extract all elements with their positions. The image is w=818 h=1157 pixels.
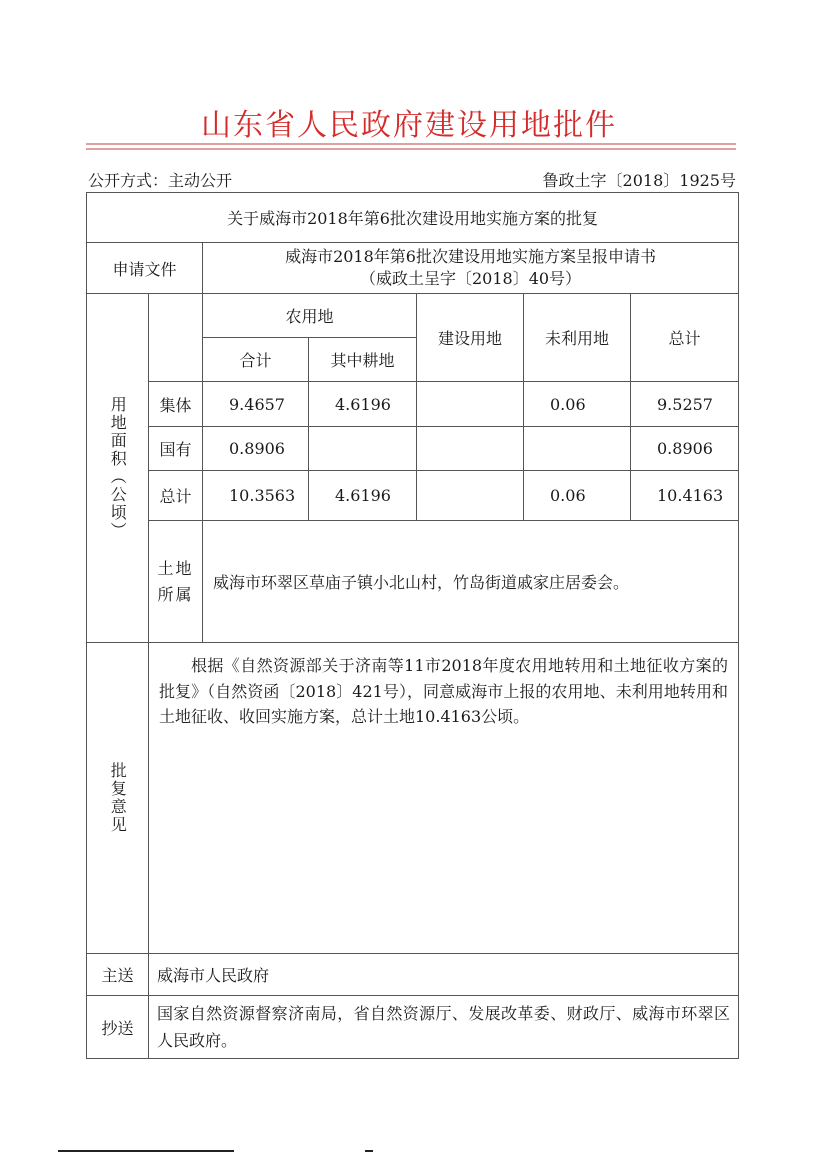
cc-recipients: 国家自然资源督察济南局，省自然资源厅、发展改革委、财政厅、威海市环翠区人民政府。 — [149, 996, 739, 1059]
header-agricultural: 农用地 — [203, 294, 417, 338]
row-label: 集体 — [149, 382, 203, 427]
cell-construction — [417, 427, 524, 471]
main-recipient: 威海市人民政府 — [149, 954, 739, 996]
subject-text: 关于威海市2018年第6批次建设用地实施方案的批复 — [227, 209, 598, 228]
header-construction: 建设用地 — [417, 294, 524, 382]
footer-rule-left — [58, 1150, 234, 1152]
title-divider — [86, 143, 736, 145]
empty-header-cell — [149, 294, 203, 382]
main-recipient-label: 主送 — [87, 954, 149, 996]
application-label-text: 申请文件 — [112, 259, 177, 279]
cc-label: 抄送 — [87, 996, 149, 1059]
cell-unused — [524, 427, 631, 471]
cell-total: 10.4163 — [631, 471, 739, 521]
cell-construction — [417, 471, 524, 521]
cell-unused: 0.06 — [524, 382, 631, 427]
header-total: 总计 — [631, 294, 739, 382]
cell-unused: 0.06 — [524, 471, 631, 521]
cell-cultivated — [309, 427, 417, 471]
footer-rule-mark — [365, 1150, 373, 1152]
cell-construction — [417, 382, 524, 427]
ownership-label: 土地所属 — [157, 558, 194, 604]
subject-cell — [87, 193, 739, 243]
document-number: 鲁政土字〔2018〕1925号 — [542, 171, 736, 190]
header-unused: 未利用地 — [524, 294, 631, 382]
area-label-cell — [87, 294, 149, 643]
document-title: 山东省人民政府建设用地批件 — [201, 108, 617, 143]
ownership-label-cell — [149, 521, 203, 643]
area-label: 用地面积（公顷） — [108, 396, 128, 540]
application-line-2: （威政土呈字〔2018〕40号） — [359, 269, 582, 288]
disclosure-method: 公开方式：主动公开 — [88, 171, 233, 190]
header-cultivated: 其中耕地 — [309, 338, 417, 382]
table-row-collective — [87, 382, 739, 427]
cell-subtotal: 10.3563 — [203, 471, 309, 521]
cell-cultivated: 4.6196 — [309, 382, 417, 427]
cell-subtotal: 9.4657 — [203, 382, 309, 427]
approval-form — [86, 192, 739, 1059]
opinion-text: 根据《自然资源部关于济南等11市2018年度农用地转用和土地征收方案的批复》（自然资函〔2018〕421号），同意威海市上报的农用地、未利用地转用和土地征收、收回实施方案，总计土地10.4163公顷。 — [149, 643, 739, 954]
cell-total: 0.8906 — [631, 427, 739, 471]
title-divider-second — [86, 148, 736, 150]
ownership-value: 威海市环翠区草庙子镇小北山村，竹岛街道戚家庄居委会。 — [203, 521, 739, 643]
row-label: 国有 — [149, 427, 203, 471]
table-row-total — [87, 471, 739, 521]
header-subtotal: 合计 — [203, 338, 309, 382]
table-row-state — [87, 427, 739, 471]
opinion-label-cell — [87, 643, 149, 954]
application-document — [203, 243, 739, 294]
application-label — [87, 243, 203, 294]
cell-cultivated: 4.6196 — [309, 471, 417, 521]
row-label: 总计 — [149, 471, 203, 521]
opinion-label: 批复意见 — [108, 762, 128, 834]
cell-subtotal: 0.8906 — [203, 427, 309, 471]
application-line-1: 威海市2018年第6批次建设用地实施方案呈报申请书 — [285, 246, 656, 266]
cell-total: 9.5257 — [631, 382, 739, 427]
